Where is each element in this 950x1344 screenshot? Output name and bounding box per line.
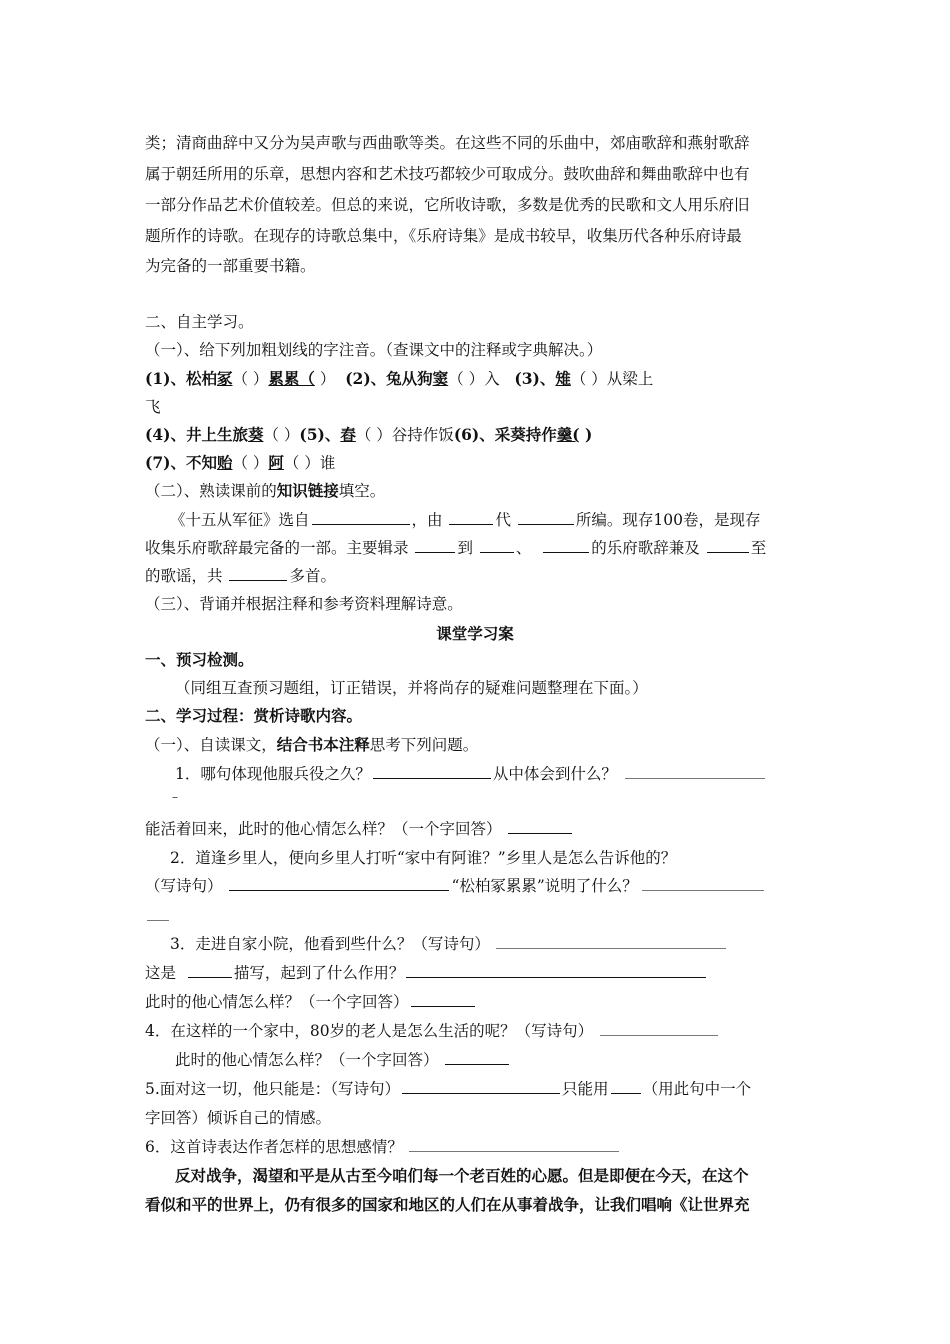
part-text: （二）、熟读课前的 xyxy=(145,482,277,500)
fill-line xyxy=(145,566,336,586)
question-text: 6．这首诗表达作者怎样的思想感情？ xyxy=(145,1138,403,1156)
fill-text: 《十五从军征》选自 xyxy=(170,511,310,529)
intro-line: 题所作的诗歌。在现存的诗歌总集中，《乐府诗集》是成书较早，收集历代各种乐府诗最 xyxy=(145,227,742,245)
section-title: 课堂学习案 xyxy=(436,624,514,643)
target-char: 累累（ xyxy=(268,369,315,388)
answer-slot[interactable]: （ ） xyxy=(232,454,269,472)
question-text: 这是 xyxy=(145,964,177,982)
question-line: 2．道逢乡里人，便向乡里人打听“家中有阿谁？”乡里人是怎么告诉他的？ xyxy=(170,849,677,867)
answer-slot[interactable]: ) xyxy=(579,425,593,444)
question-line xyxy=(145,963,708,983)
section-heading: 一、预习检测。 xyxy=(145,650,254,669)
fill-text: 的乐府歌辞兼及 xyxy=(591,539,700,557)
part-text: （一）、自读课文， xyxy=(145,736,277,754)
question-line xyxy=(175,1050,511,1070)
answer-blank[interactable] xyxy=(611,1079,641,1094)
question-line xyxy=(145,1079,751,1099)
answer-slot[interactable]: （ ）谁 xyxy=(283,454,336,472)
part-heading: （三）、背诵并根据注释和参考资料理解诗意。 xyxy=(145,595,463,613)
question-line: 字回答）倾诉自己的情感。 xyxy=(145,1109,332,1127)
target-char: 冢 xyxy=(216,369,233,388)
item-label: (7)、不知 xyxy=(145,453,217,472)
fill-blank[interactable] xyxy=(480,538,514,553)
answer-blank[interactable] xyxy=(411,992,475,1007)
part-heading xyxy=(145,735,478,755)
closing-paragraph-line: 反对战争，渴望和平是从古至今咱们每一个老百姓的心愿。但是即便在今天，在这个 xyxy=(175,1166,749,1185)
stray-mark: – xyxy=(172,790,178,804)
answer-blank[interactable] xyxy=(409,1137,619,1152)
fill-text: ，由 xyxy=(411,511,443,529)
question-text: 1．哪句体现他服兵役之久？ xyxy=(175,765,371,783)
question-text: 此时的他心情怎么样？（一个字回答） xyxy=(145,993,409,1011)
question-line xyxy=(145,1021,720,1041)
answer-slot[interactable]: （ ）入 xyxy=(448,370,500,388)
part-bold: 结合书本注释 xyxy=(276,735,370,754)
question-text: 此时的他心情怎么样？（一个字回答） xyxy=(175,1051,439,1069)
question-text: 能活着回来，此时的他心情怎么样？（一个字回答） xyxy=(145,820,502,838)
answer-blank[interactable] xyxy=(625,764,765,779)
fill-blank[interactable] xyxy=(543,538,589,553)
fill-line xyxy=(145,538,766,558)
question-line xyxy=(145,819,574,839)
target-char: 窦 xyxy=(432,369,449,388)
fill-blank[interactable] xyxy=(707,538,749,553)
answer-slot[interactable]: （ ）谷持作饭 xyxy=(355,426,454,444)
intro-line: 属于朝廷所用的乐章，思想内容和艺术技巧都较少可取成分。鼓吹曲辞和舞曲歌辞中也有 xyxy=(145,165,750,183)
target-char: 阿 xyxy=(268,453,284,472)
answer-blank[interactable] xyxy=(373,764,491,779)
question-text: 从中体会到什么？ xyxy=(492,765,617,783)
question-text: “松柏冢累累”说明了什么？ xyxy=(451,877,638,895)
intro-line: 类；清商曲辞中又分为吴声歌与西曲歌等类。在这些不同的乐曲中，郊庙歌辞和燕射歌辞 xyxy=(145,134,750,152)
answer-blank[interactable] xyxy=(600,1021,718,1036)
part-text: 思考下列问题。 xyxy=(369,736,479,754)
fill-text: 至 xyxy=(750,539,767,557)
answer-blank[interactable] xyxy=(642,876,764,891)
fill-text: 的歌谣，共 xyxy=(145,567,223,585)
answer-slot[interactable]: （ ）从梁上 xyxy=(570,370,654,388)
instruction-text: （同组互查预习题组，订正错误，并将尚存的疑难问题整理在下面。） xyxy=(175,679,648,697)
fill-text: 多首。 xyxy=(289,567,336,585)
part-heading: （一）、给下列加粗划线的字注音。（查课文中的注释或字典解决。） xyxy=(145,341,603,359)
answer-blank[interactable] xyxy=(496,934,726,949)
answer-blank[interactable] xyxy=(188,963,232,978)
fill-line xyxy=(170,510,761,530)
question-line xyxy=(175,764,767,784)
question-line xyxy=(145,1137,621,1157)
question-text: 3．走进自家小院，他看到些什么？（写诗句） xyxy=(170,935,490,953)
answer-slot[interactable]: ） xyxy=(314,370,336,388)
intro-line: 为完备的一部重要书籍。 xyxy=(145,257,316,275)
fill-blank[interactable] xyxy=(312,510,410,525)
answer-blank[interactable] xyxy=(445,1050,509,1065)
question-line xyxy=(145,876,766,896)
section-heading: 二、自主学习。 xyxy=(145,313,254,331)
pinyin-row xyxy=(145,453,335,473)
wrap-line: 飞 xyxy=(145,398,161,416)
item-label: (5)、 xyxy=(299,425,341,444)
fill-text: 所编。现存100卷，是现存 xyxy=(575,511,761,529)
question-line xyxy=(170,934,728,954)
pinyin-row xyxy=(145,369,653,389)
item-label: (4)、井上生旅 xyxy=(145,425,248,444)
fill-blank[interactable] xyxy=(229,566,287,581)
answer-blank-continuation[interactable] xyxy=(147,906,169,921)
answer-slot[interactable]: （ ） xyxy=(263,426,300,444)
fill-text: 到 xyxy=(457,539,473,557)
item-label: (1)、松柏 xyxy=(145,369,217,388)
target-char: 葵 xyxy=(247,425,264,444)
answer-blank[interactable] xyxy=(508,819,572,834)
part-bold: 知识链接 xyxy=(276,481,339,500)
target-char: 贻 xyxy=(216,453,233,472)
question-text: 5.面对这一切，他只能是：（写诗句） xyxy=(145,1080,401,1098)
fill-blank[interactable] xyxy=(415,538,455,553)
question-text: 4．在这样的一个家中，80岁的老人是怎么生活的呢？（写诗句） xyxy=(145,1022,594,1040)
pinyin-row xyxy=(145,425,592,445)
part-heading xyxy=(145,481,385,501)
part-text: 填空。 xyxy=(338,482,386,500)
item-label: (3)、 xyxy=(514,369,556,388)
question-line xyxy=(145,992,477,1012)
fill-text: 、 xyxy=(515,539,532,557)
target-char: 雉 xyxy=(555,369,571,388)
question-text: （用此句中一个 xyxy=(642,1080,752,1098)
fill-blank[interactable] xyxy=(449,510,493,525)
answer-slot[interactable]: （ ） xyxy=(232,370,269,388)
question-text: 描写，起到了什么作用？ xyxy=(233,964,405,982)
answer-blank[interactable] xyxy=(402,1079,560,1094)
answer-blank[interactable] xyxy=(229,876,449,891)
question-text: 只能用 xyxy=(562,1080,609,1098)
fill-text: 代 xyxy=(495,511,511,529)
closing-paragraph-line: 看似和平的世界上，仍有很多的国家和地区的人们在从事着战争，让我们唱响《让世界充 xyxy=(145,1195,750,1214)
target-char: 羹( xyxy=(556,425,580,444)
section-heading: 二、学习过程：赏析诗歌内容。 xyxy=(145,706,363,725)
answer-blank[interactable] xyxy=(406,963,706,978)
intro-line: 一部分作品艺术价值较差。但总的来说，它所收诗歌，多数是优秀的民歌和文人用乐府旧 xyxy=(145,196,750,214)
target-char: 舂 xyxy=(340,425,356,444)
question-text: （写诗句） xyxy=(145,877,223,895)
item-label: (6)、采葵持作 xyxy=(453,425,557,444)
fill-blank[interactable] xyxy=(518,510,574,525)
fill-text: 收集乐府歌辞最完备的一部。主要辑录 xyxy=(145,539,409,557)
item-label: (2)、兔从狗 xyxy=(345,369,433,388)
